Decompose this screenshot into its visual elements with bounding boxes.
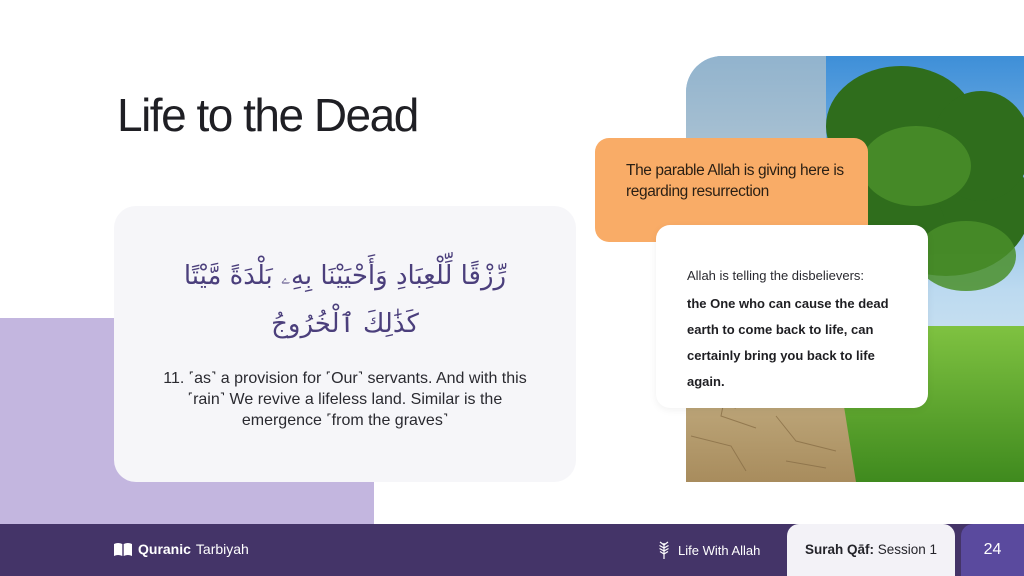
arabic-verse-line-1: رِّزْقًا لِّلْعِبَادِ وَأَحْيَيْنَا بِهِۦ بَلْدَةً مَّيْتًا [183, 261, 507, 291]
info-card [656, 225, 928, 408]
brand-sub: Tarbiyah [195, 541, 249, 557]
verse-card [114, 206, 576, 482]
callout-card: The parable Allah is giving here is regarding resurrection [595, 138, 868, 242]
footer-bar [0, 524, 1024, 576]
verse-translation: 11. ˹as˺ a provision for ˹Our˺ servants. And with this ˹rain˺ We revive a lifeless land. Similar is the emergence ˹from the graves˺ [163, 370, 527, 429]
quranic-tarbiyah-logo [113, 541, 249, 557]
wheat-icon [656, 540, 672, 560]
session-surah: Surah Qāf: [804, 542, 874, 557]
open-book-icon [113, 541, 133, 557]
session-label [787, 524, 955, 576]
arabic-verse [114, 252, 576, 348]
life-with-allah-logo [656, 540, 760, 560]
session-number: Session 1 [877, 542, 938, 557]
slide-title: Life to the Dead [117, 89, 418, 141]
arabic-verse-line-2: كَذَٰلِكَ ٱلْخُرُوجُ [271, 309, 419, 339]
info-body: the One who can cause the dead earth to come back to life, can certainly bring you back to life again. [687, 296, 889, 389]
partner-name: Life With Allah [678, 542, 761, 558]
info-intro: Allah is telling the disbelievers: [687, 268, 865, 283]
brand-name: Quranic [138, 541, 191, 557]
page-number-badge: 24 [961, 524, 1024, 576]
